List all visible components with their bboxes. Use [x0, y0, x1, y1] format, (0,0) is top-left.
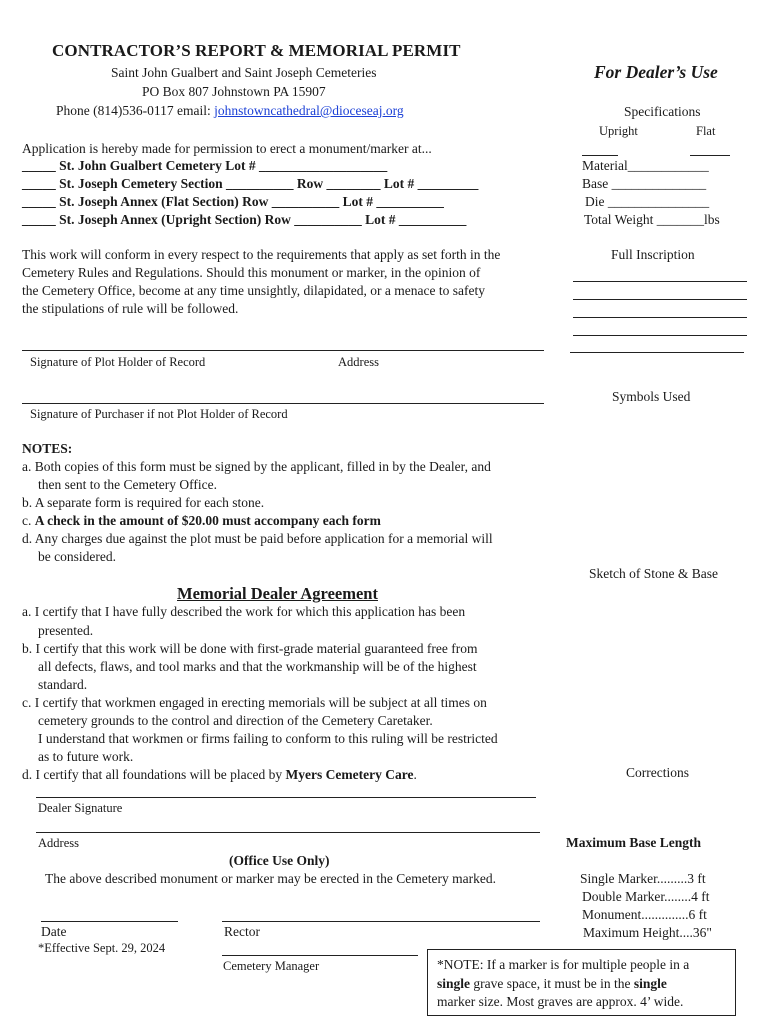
conform-text-4: the stipulations of rule will be followed. — [22, 301, 239, 316]
cemetery-manager-label: Cemetery Manager — [223, 959, 320, 973]
max-base-length-heading: Maximum Base Length — [566, 835, 701, 850]
plot-holder-signature-line[interactable] — [22, 350, 544, 351]
conform-text-1: This work will conform in every respect to the requirements that apply as set forth in the — [22, 247, 501, 262]
specifications-label: Specifications — [624, 104, 701, 119]
purchaser-signature-label: Signature of Purchaser if not Plot Holder of Record — [30, 407, 288, 421]
agreement-d-prefix: d. I certify that all foundations will be placed by — [22, 767, 286, 782]
note-c-prefix: c. — [22, 513, 35, 528]
note-box — [427, 949, 736, 1016]
die-field[interactable]: Die _______________ — [585, 194, 710, 209]
inscription-line-3[interactable] — [573, 317, 747, 318]
plot-holder-signature-label: Signature of Plot Holder of Record — [30, 355, 206, 369]
agreement-c-line4: as to future work. — [38, 749, 134, 764]
agreement-d-suffix: . — [413, 767, 417, 782]
purchaser-signature-line[interactable] — [22, 403, 544, 404]
note-b: b. A separate form is required for each stone. — [22, 495, 265, 510]
conform-text-2: Cemetery Rules and Regulations. Should this monument or marker, in the opinion of — [22, 265, 481, 280]
dealer-address-line[interactable] — [36, 832, 540, 833]
single-marker-spec: Single Marker.........3 ft — [580, 871, 706, 886]
page-title: CONTRACTOR’S REPORT & MEMORIAL PERMIT — [52, 41, 461, 60]
org-name: Saint John Gualbert and Saint Joseph Cemeteries — [111, 65, 377, 80]
note-c — [22, 513, 381, 529]
note-d-line2: be considered. — [38, 549, 116, 564]
agreement-b-line2: all defects, flaws, and tool marks and that the workmanship will be of the highest — [38, 659, 477, 674]
base-field[interactable]: Base ______________ — [582, 176, 707, 191]
rector-label: Rector — [224, 924, 260, 939]
inscription-line-4[interactable] — [573, 335, 747, 336]
double-marker-spec: Double Marker........4 ft — [582, 889, 710, 904]
dealer-address-label: Address — [38, 836, 79, 850]
inscription-line-5[interactable] — [570, 352, 744, 353]
agreement-c-line3: I understand that workmen or firms failing to conform to this ruling will be restricted — [38, 731, 498, 746]
note-d-line1: d. Any charges due against the plot must be paid before application for a memorial will — [22, 531, 493, 546]
cemetery-row-john-gualbert[interactable]: _____ St. John Gualbert Cemetery Lot # ___________________ — [22, 158, 388, 173]
phone-text: Phone (814)536-0117 email: — [56, 103, 215, 118]
cemetery-manager-line[interactable] — [222, 955, 418, 956]
note-box-bold-2: single — [633, 976, 667, 991]
agreement-b-line3: standard. — [38, 677, 88, 692]
rector-line[interactable] — [222, 921, 540, 922]
note-c-bold: A check in the amount of $20.00 must accompany each form — [34, 513, 381, 528]
dealer-use-heading: For Dealer’s Use — [594, 62, 718, 82]
corrections-label: Corrections — [626, 765, 689, 780]
agreement-b-line1: b. I certify that this work will be done with first-grade material guaranteed free from — [22, 641, 478, 656]
note-box-bold-1: single — [437, 976, 471, 991]
agreement-heading: Memorial Dealer Agreement — [177, 584, 378, 603]
flat-label: Flat — [696, 124, 716, 138]
flat-check-line[interactable] — [690, 155, 730, 156]
inscription-line-2[interactable] — [573, 299, 747, 300]
effective-date: *Effective Sept. 29, 2024 — [38, 941, 166, 955]
date-label: Date — [41, 924, 67, 939]
full-inscription-label: Full Inscription — [611, 247, 695, 262]
total-weight-field[interactable]: Total Weight _______lbs — [584, 212, 720, 227]
upright-check-line[interactable] — [582, 155, 618, 156]
office-use-heading: (Office Use Only) — [229, 853, 330, 868]
agreement-a-line1: a. I certify that I have fully described the work for which this application has been — [22, 604, 466, 619]
dealer-signature-line[interactable] — [36, 797, 536, 798]
note-a-line1: a. Both copies of this form must be signed by the applicant, filled in by the Dealer, and — [22, 459, 491, 474]
office-use-text: The above described monument or marker may be erected in the Cemetery marked. — [45, 871, 496, 886]
note-box-line2 — [437, 976, 667, 992]
agreement-c-line2: cemetery grounds to the control and direction of the Cemetery Caretaker. — [38, 713, 433, 728]
email-link[interactable]: johnstowncathedral@dioceseaj.org — [214, 103, 404, 118]
note-box-line3: marker size. Most graves are approx. 4’ wide. — [437, 994, 684, 1009]
org-address: PO Box 807 Johnstown PA 15907 — [142, 84, 326, 99]
date-line[interactable] — [41, 921, 178, 922]
agreement-d-company: Myers Cemetery Care — [285, 767, 414, 782]
cemetery-row-joseph-section[interactable]: _____ St. Joseph Cemetery Section __________ Row ________ Lot # _________ — [22, 176, 479, 191]
agreement-c-line1: c. I certify that workmen engaged in erecting memorials will be subject at all times on — [22, 695, 487, 710]
material-field[interactable]: Material____________ — [582, 158, 709, 173]
application-intro: Application is hereby made for permission to erect a monument/marker at... — [22, 141, 432, 156]
cemetery-row-annex-upright[interactable]: _____ St. Joseph Annex (Upright Section) Row __________ Lot # __________ — [22, 212, 467, 227]
cemetery-row-annex-flat[interactable]: _____ St. Joseph Annex (Flat Section) Row __________ Lot # __________ — [22, 194, 444, 209]
note-a-line2: then sent to the Cemetery Office. — [38, 477, 217, 492]
symbols-used-label: Symbols Used — [612, 389, 691, 404]
dealer-signature-label: Dealer Signature — [38, 801, 123, 815]
notes-heading: NOTES: — [22, 441, 73, 456]
agreement-a-line2: presented. — [38, 623, 94, 638]
max-height-spec: Maximum Height....36" — [583, 925, 712, 940]
sketch-label: Sketch of Stone & Base — [589, 566, 718, 581]
plot-holder-address-label: Address — [338, 355, 379, 369]
conform-text-3: the Cemetery Office, become at any time unsightly, dilapidated, or a menace to safety — [22, 283, 485, 298]
agreement-d — [22, 767, 417, 783]
note-box-mid: grave space, it must be in the — [470, 976, 634, 991]
note-box-line1: *NOTE: If a marker is for multiple people in a — [437, 957, 690, 972]
contact-line — [56, 103, 404, 119]
upright-label: Upright — [599, 124, 638, 138]
monument-spec: Monument..............6 ft — [582, 907, 707, 922]
inscription-line-1[interactable] — [573, 281, 747, 282]
